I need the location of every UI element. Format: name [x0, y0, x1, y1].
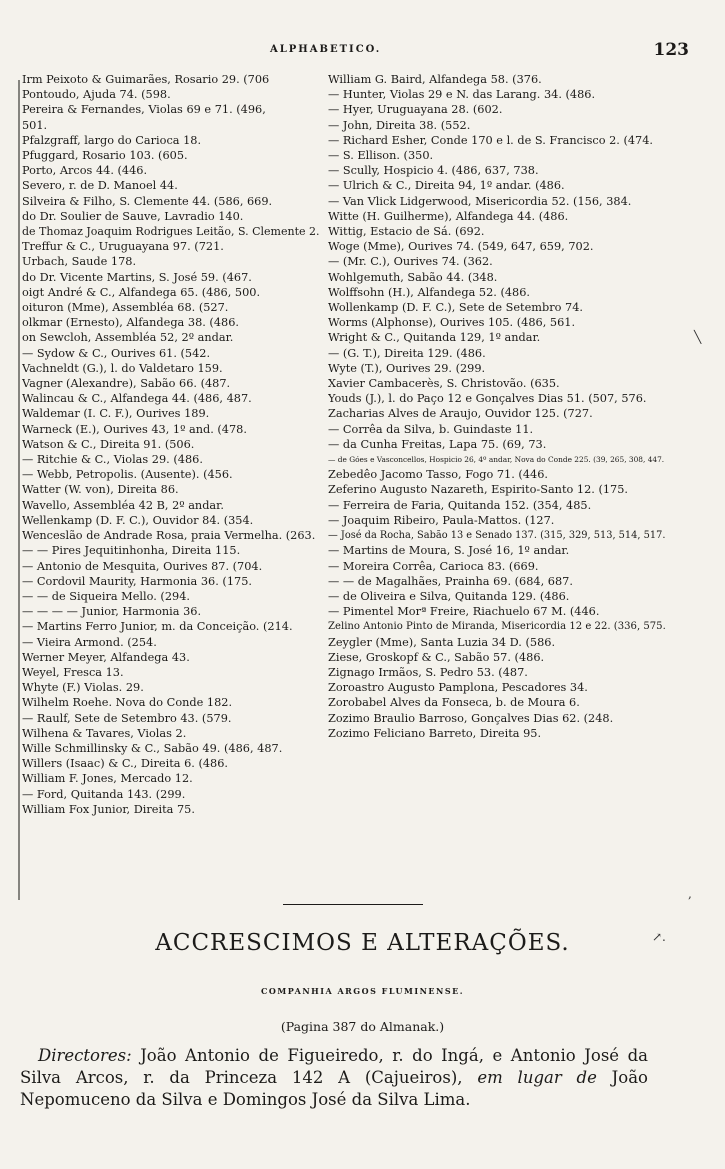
directory-entry: Zozimo Feliciano Barreto, Direita 95. — [328, 726, 542, 740]
directory-entry: Treffur & C., Uruguayana 97. (721. — [22, 240, 224, 254]
directory-entry: William F. Jones, Mercado 12. — [22, 772, 193, 786]
directory-entry: — de Góes e Vasconcellos, Hospicio 26, 4º andar, Nova do Conde 225. (39, 265, 308, 447. — [328, 455, 665, 465]
directory-entry: — José da Rocha, Sabão 13 e Senado 137. (315, 329, 513, 514, 517. — [328, 530, 666, 542]
directory-entry: Zozimo Braulio Barroso, Gonçalves Dias 62. (248. — [328, 711, 614, 725]
directory-entry: Zelino Antonio Pinto de Miranda, Misericordia 12 e 22. (336, 575. — [328, 621, 666, 633]
directory-entry: — Ritchie & C., Violas 29. (486. — [22, 453, 203, 467]
directory-entry: Wellenkamp (D. F. C.), Ouvidor 84. (354. — [22, 513, 254, 527]
directory-entry: Wollenkamp (D. F. C.), Sete de Setembro 74. — [328, 301, 583, 315]
directory-entry: — Webb, Petropolis. (Ausente). (456. — [22, 468, 233, 482]
directory-entry: — Vieira Armond. (254. — [22, 635, 157, 649]
directors-label: Directores — [38, 1046, 127, 1065]
margin-pen-mark: ╲ — [694, 330, 702, 344]
directory-entry: — Pimentel Morª Freire, Riachuelo 67 M. (446. — [328, 605, 600, 619]
directory-entry: Wright & C., Quitanda 129, 1º andar. — [328, 331, 541, 345]
directory-entry: Whyte (F.) Violas. 29. — [22, 681, 144, 695]
directory-entry: Watter (W. von), Direita 86. — [22, 483, 179, 497]
directory-entry: Pfalzgraff, largo do Carioca 18. — [22, 133, 202, 147]
directory-entry: — Cordovil Maurity, Harmonia 36. (175. — [22, 574, 252, 588]
directory-entry: Werner Meyer, Alfandega 43. — [22, 650, 190, 664]
directory-entry: Waldemar (I. C. F.), Ourives 189. — [22, 407, 210, 421]
directory-entry: Pereira & Fernandes, Violas 69 e 71. (496, — [22, 103, 266, 117]
directory-entry: Wyte (T.), Ourives 29. (299. — [328, 361, 486, 375]
directory-entry: oigt André & C., Alfandega 65. (486, 500. — [22, 285, 261, 299]
directory-entry: — Scully, Hospicio 4. (486, 637, 738. — [328, 164, 539, 178]
directory-entry: — John, Direita 38. (552. — [328, 118, 471, 132]
directory-entry: Vagner (Alexandre), Sabão 66. (487. — [22, 377, 231, 391]
directors-notice — [20, 1045, 648, 1111]
binding-edge-line — [18, 80, 20, 900]
directory-entry: Willers (Isaac) & C., Direita 6. (486. — [22, 757, 229, 771]
directory-entry: Zebedêo Jacomo Tasso, Fogo 71. (446. — [328, 468, 548, 482]
directory-entry: 501. — [22, 118, 48, 132]
directory-entry: Pfuggard, Rosario 103. (605. — [22, 149, 188, 163]
directory-entry: — — de Magalhães, Prainha 69. (684, 687. — [328, 574, 573, 588]
directory-entry: do Dr. Soulier de Sauve, Lavradio 140. — [22, 209, 244, 223]
directory-entry: Wohlgemuth, Sabão 44. (348. — [328, 270, 498, 284]
directory-entry: — Joaquim Ribeiro, Paula-Mattos. (127. — [328, 513, 555, 527]
directory-entry: Severo, r. de D. Manoel 44. — [22, 179, 178, 193]
directory-entry: Wille Schmillinsky & C., Sabão 49. (486, 487. — [22, 741, 283, 755]
directors-text-a: João Antonio de Figueiredo, r. do Ingá, e Antonio José da Silva Arcos, r. da Princeza 142 A (Cajueiros), — [20, 1046, 648, 1087]
directory-entry: — Raulf, Sete de Setembro 43. (579. — [22, 711, 232, 725]
directory-entry: Wilhelm Roehe. Nova do Conde 182. — [22, 696, 233, 710]
directory-entry: — Martins Ferro Junior, m. da Conceição. (214. — [22, 620, 293, 634]
directory-entry: — Ulrich & C., Direita 94, 1º andar. (486. — [328, 179, 565, 193]
directory-entry: Wavello, Assembléa 42 B, 2º andar. — [22, 498, 224, 512]
directory-entry: Porto, Arcos 44. (446. — [22, 164, 148, 178]
directory-entry: — da Cunha Freitas, Lapa 75. (69, 73. — [328, 437, 547, 451]
page-number: 123 — [653, 40, 689, 60]
directory-entry: Zeygler (Mme), Santa Luzia 34 D. (586. — [328, 635, 556, 649]
directory-entry: — S. Ellison. (350. — [328, 149, 434, 163]
label-colon: : — [126, 1046, 132, 1065]
page-reference: (Pagina 387 do Almanak.) — [280, 1019, 445, 1034]
directory-entry: Wittig, Estacio de Sá. (692. — [328, 225, 485, 239]
directory-entry: Warneck (E.), Ourives 43, 1º and. (478. — [22, 422, 247, 436]
directory-entry: — Martins de Moura, S. José 16, 1º andar. — [328, 544, 570, 558]
directory-entry: — Hyer, Uruguayana 28. (602. — [328, 103, 503, 117]
directory-entry: — Richard Esher, Conde 170 e l. de S. Francisco 2. (474. — [328, 133, 654, 147]
directory-entry: Xavier Cambacerès, S. Christovão. (635. — [328, 377, 560, 391]
directory-entry: on Sewcloh, Assembléa 52, 2º andar. — [22, 331, 234, 345]
directory-entry: Wilhena & Tavares, Violas 2. — [22, 726, 187, 740]
left-column-listing — [22, 72, 322, 817]
directors-text-b: João Nepomuceno da Silva e Domingos José da Silva Lima. — [20, 1068, 648, 1109]
directory-entry: Silveira & Filho, S. Clemente 44. (586, 669. — [22, 194, 273, 208]
in-place-of-phrase: em lugar de — [477, 1068, 597, 1087]
margin-pen-mark: , — [688, 887, 692, 901]
running-head — [0, 40, 725, 64]
directory-entry: — — — — Junior, Harmonia 36. — [22, 605, 202, 619]
directory-entry: Urbach, Saude 178. — [22, 255, 137, 269]
directory-entry: — (Mr. C.), Ourives 74. (362. — [328, 255, 493, 269]
directory-entry: — Sydow & C., Ourives 61. (542. — [22, 346, 211, 360]
directory-entry: — Antonio de Mesquita, Ourives 87. (704. — [22, 559, 263, 573]
directory-entry: Pontoudo, Ajuda 74. (598. — [22, 88, 171, 102]
directory-entry: — Ferreira de Faria, Quitanda 152. (354, 485. — [328, 498, 592, 512]
directory-entry: — Corrêa da Silva, b. Guindaste 11. — [328, 422, 534, 436]
directory-entry: Woge (Mme), Ourives 74. (549, 647, 659, 702. — [328, 240, 594, 254]
right-column-listing — [328, 72, 672, 741]
directory-entry: Walincau & C., Alfandega 44. (486, 487. — [22, 392, 252, 406]
directory-entry: — (G. T.), Direita 129. (486. — [328, 346, 486, 360]
margin-pen-mark: ↗. — [652, 930, 666, 944]
directory-entry: Watson & C., Direita 91. (506. — [22, 437, 195, 451]
directory-entry: de Thomaz Joaquim Rodrigues Leitão, S. Clemente 2. — [22, 225, 320, 239]
directory-entry: olkmar (Ernesto), Alfandega 38. (486. — [22, 316, 239, 330]
directory-entry: — Hunter, Violas 29 e N. das Larang. 34. (486. — [328, 88, 596, 102]
directory-entry: — de Oliveira e Silva, Quitanda 129. (486. — [328, 589, 570, 603]
directory-entry: Youds (J.), l. do Paço 12 e Gonçalves Dias 51. (507, 576. — [328, 392, 647, 406]
directory-entry: Ziese, Groskopf & C., Sabão 57. (486. — [328, 650, 545, 664]
directory-entry: do Dr. Vicente Martins, S. José 59. (467. — [22, 270, 252, 284]
running-head-title: ALPHABETICO. — [270, 44, 382, 55]
directory-entry: Wolffsohn (H.), Alfandega 52. (486. — [328, 285, 531, 299]
directory-entry: Zacharias Alves de Araujo, Ouvidor 125. (727. — [328, 407, 593, 421]
additions-section-title: ACCRESCIMOS E ALTERAÇÕES. — [155, 930, 570, 956]
directory-entry: Worms (Alphonse), Ourives 105. (486, 561. — [328, 316, 576, 330]
company-heading: COMPANHIA ARGOS FLUMINENSE. — [261, 986, 464, 996]
directory-entry: Weyel, Fresca 13. — [22, 665, 124, 679]
directory-entry: Zignago Irmãos, S. Pedro 53. (487. — [328, 665, 528, 679]
directory-entry: — Ford, Quitanda 143. (299. — [22, 787, 186, 801]
directory-entry: — — Pires Jequitinhonha, Direita 115. — [22, 544, 241, 558]
directory-entry: — Moreira Corrêa, Carioca 83. (669. — [328, 559, 539, 573]
directory-entry: — — de Siqueira Mello. (294. — [22, 589, 190, 603]
directory-entry: Zeferino Augusto Nazareth, Espirito-Santo 12. (175. — [328, 483, 629, 497]
section-divider-rule — [283, 904, 423, 905]
directory-entry: Irm Peixoto & Guimarães, Rosario 29. (706 — [22, 73, 270, 86]
directory-entry: Witte (H. Guilherme), Alfandega 44. (486. — [328, 209, 569, 223]
directory-entry: Wenceslão de Andrade Rosa, praia Vermelha. (263. — [22, 529, 316, 543]
directory-entry: William Fox Junior, Direita 75. — [22, 802, 195, 816]
directory-entry: Zorobabel Alves da Fonseca, b. de Moura 6. — [328, 696, 580, 710]
directory-entry: Zoroastro Augusto Pamplona, Pescadores 34. — [328, 681, 588, 695]
directory-entry: William G. Baird, Alfandega 58. (376. — [328, 73, 542, 86]
directory-entry: — Van Vlick Lidgerwood, Misericordia 52. (156, 384. — [328, 194, 632, 208]
directory-entry: oituron (Mme), Assembléa 68. (527. — [22, 301, 229, 315]
directory-entry: Vachneldt (G.), l. do Valdetaro 159. — [22, 361, 223, 375]
